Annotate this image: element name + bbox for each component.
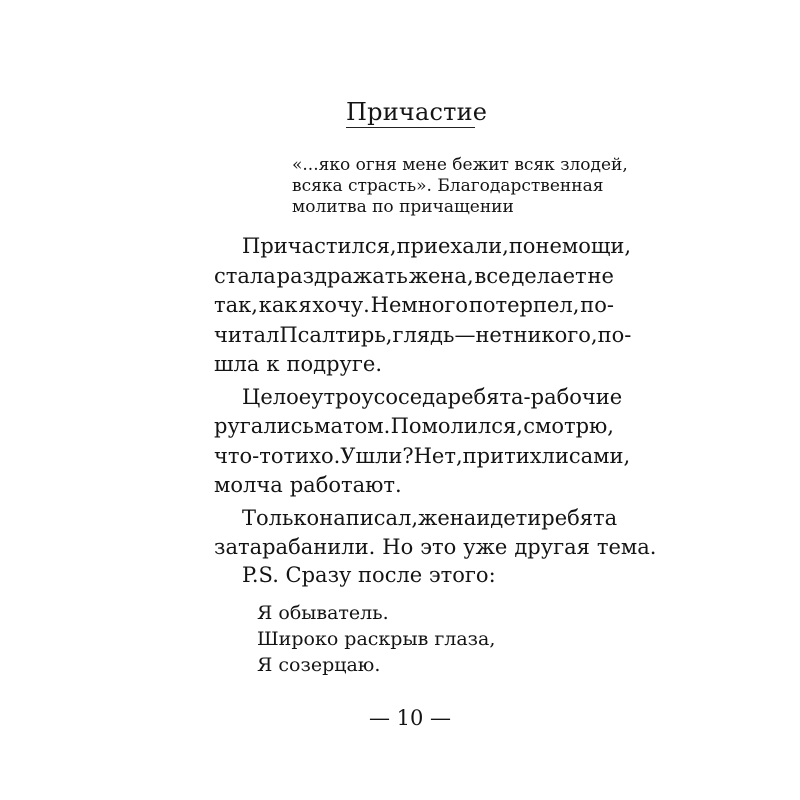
epigraph-line: молитва по причащении xyxy=(292,197,514,217)
poem xyxy=(257,600,495,678)
chapter-title: Причастие xyxy=(346,98,488,126)
text-line: читал Псалтирь, глядь — нет никого, по- xyxy=(214,322,632,347)
text-line: что-то тихо. Ушли? Нет, притихли сами, xyxy=(214,443,631,468)
text-line: шла к подруге. xyxy=(214,352,382,376)
body-text xyxy=(214,232,657,566)
text-line: молча работают. xyxy=(214,473,402,497)
text-line: Только написал, жена идет и ребята xyxy=(242,505,618,530)
text-line: ругались матом. Помолился, смотрю, xyxy=(214,414,614,438)
epigraph-line: «...яко огня мене бежит всяк злодей, xyxy=(292,155,628,175)
text-line: Целое утро у соседа ребята-рабочие xyxy=(242,384,623,409)
epigraph xyxy=(292,155,628,218)
paragraph xyxy=(214,383,631,501)
title-underline xyxy=(346,127,475,128)
epigraph-line: всяка страсть». Благодарственная xyxy=(292,176,604,196)
text-line: затарабанили. Но это уже другая тема. xyxy=(214,535,657,559)
poem-line: Я обыватель. xyxy=(257,602,389,624)
postscript: P.S. Сразу после этого: xyxy=(242,563,496,587)
text-line: так, как я хочу. Немного потерпел, по- xyxy=(214,293,614,317)
text-line: стала раздражать жена, все делает не xyxy=(214,263,614,288)
page-number: — 10 — xyxy=(368,706,452,730)
text-line: Причастился, приехал и, по немощи, xyxy=(242,234,632,258)
poem-line: Широко раскрыв глаза, xyxy=(257,628,496,650)
poem-line: Я созерцаю. xyxy=(257,654,381,676)
paragraph xyxy=(214,232,632,380)
paragraph xyxy=(214,504,657,563)
